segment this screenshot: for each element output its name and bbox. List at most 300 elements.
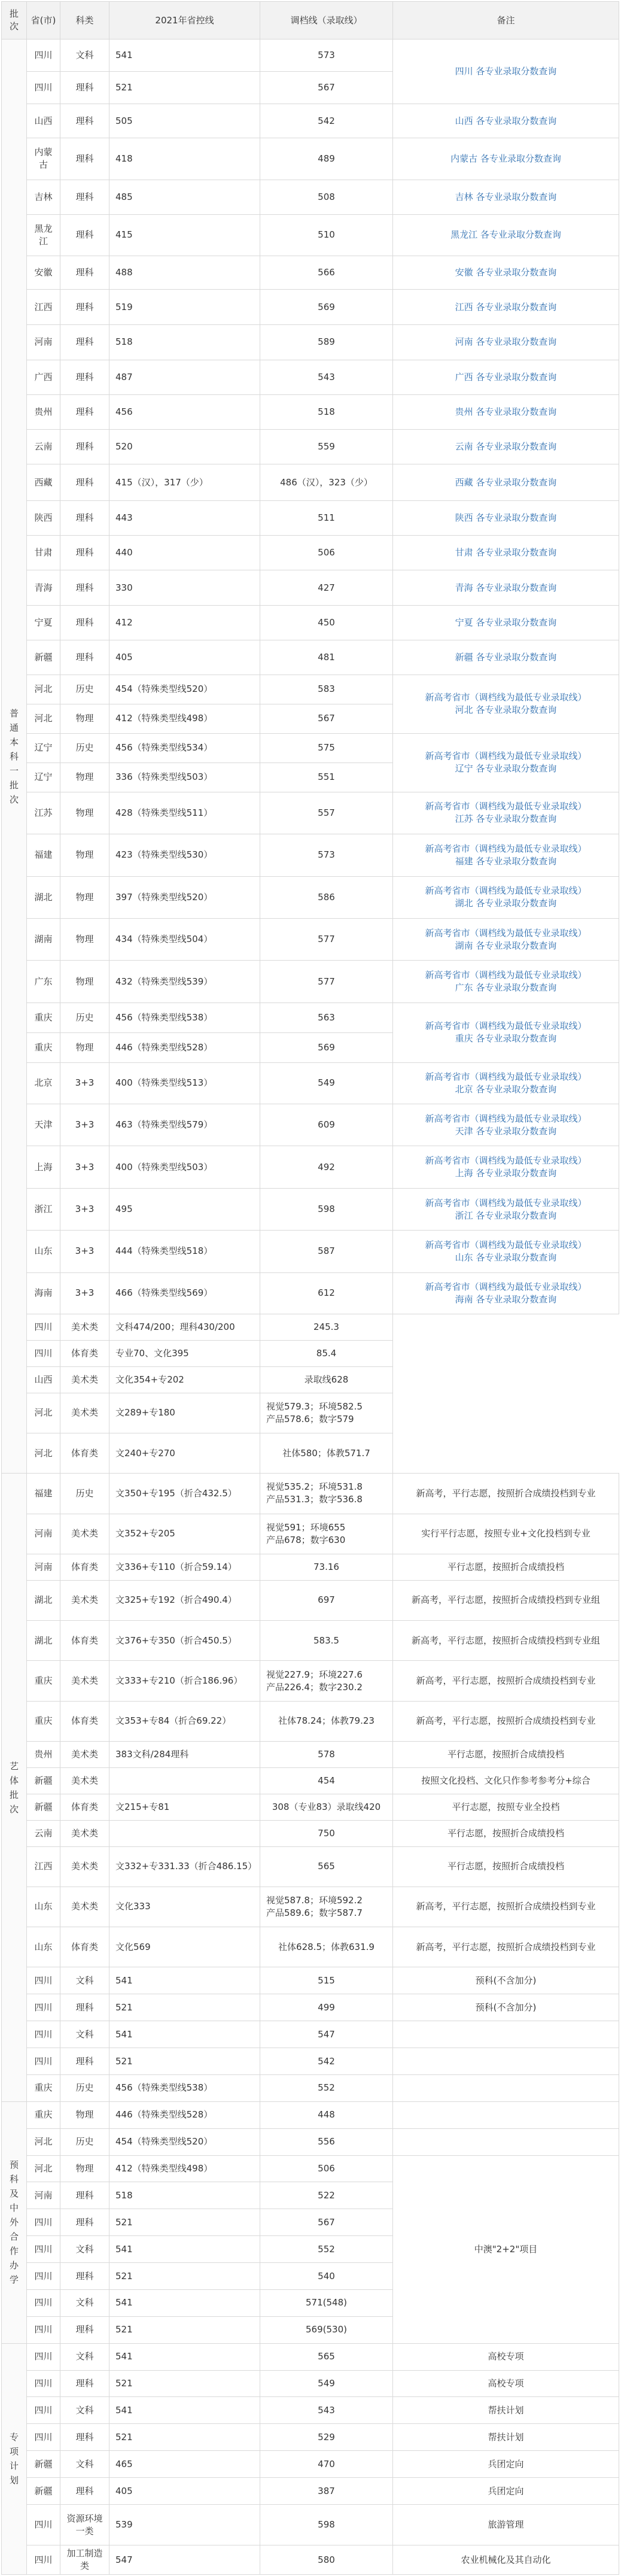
score-query-link[interactable]: 新高考省市（调档线为最低专业录取线） 海南 各专业录取分数查询: [393, 1272, 619, 1314]
province-cell: 吉林: [27, 180, 60, 214]
province-cell: 四川: [27, 2236, 60, 2263]
province-cell: 四川: [27, 1967, 60, 1994]
subject-cell: 美术类: [60, 1580, 109, 1620]
province-cell: 新疆: [27, 2478, 60, 2505]
table-row: [2, 1927, 619, 1967]
control-line-cell: 400（特殊类型线513）: [109, 1062, 260, 1104]
subject-cell: 理科: [60, 429, 109, 464]
admission-line-cell: 社体628.5；体教631.9: [260, 1927, 393, 1967]
control-line-cell: 541: [109, 2397, 260, 2424]
subject-cell: 物理: [60, 792, 109, 834]
admission-line-cell: 387: [260, 2478, 393, 2505]
score-query-link[interactable]: 新高考省市（调档线为最低专业录取线） 福建 各专业录取分数查询: [393, 834, 619, 876]
province-cell: 山东: [27, 1231, 60, 1272]
province-cell: 辽宁: [27, 733, 60, 763]
admission-line-cell: 506: [260, 536, 393, 570]
province-cell: 河南: [27, 2182, 60, 2209]
table-row: [2, 1474, 619, 1514]
province-cell: 四川: [27, 2504, 60, 2545]
admission-line-cell: 577: [260, 961, 393, 1003]
province-cell: 四川: [27, 2424, 60, 2451]
admission-line-cell: 563: [260, 1003, 393, 1032]
subject-cell: 理科: [60, 2478, 109, 2505]
subject-cell: 3+3: [60, 1188, 109, 1230]
score-query-link[interactable]: 青海 各专业录取分数查询: [393, 570, 619, 605]
table-row: [2, 876, 619, 918]
score-query-link[interactable]: 云南 各专业录取分数查询: [393, 429, 619, 464]
province-cell: 内蒙古: [27, 138, 60, 180]
province-cell: 浙江: [27, 1188, 60, 1230]
score-query-link[interactable]: 新高考省市（调档线为最低专业录取线） 北京 各专业录取分数查询: [393, 1062, 619, 1104]
admission-line-cell: 511: [260, 501, 393, 536]
admission-line-cell: 522: [260, 2182, 393, 2209]
control-line-cell: 521: [109, 2370, 260, 2397]
table-row: [2, 1994, 619, 2021]
province-cell: 安徽: [27, 256, 60, 290]
province-cell: 新疆: [27, 1794, 60, 1820]
table-row: [2, 2451, 619, 2478]
control-line-cell: 465: [109, 2451, 260, 2478]
province-cell: 四川: [27, 72, 60, 104]
score-query-link[interactable]: 新高考省市（调档线为最低专业录取线） 浙江 各专业录取分数查询: [393, 1188, 619, 1230]
control-line-cell: 397（特殊类型线520）: [109, 876, 260, 918]
table-row: [2, 2424, 619, 2451]
province-cell: 四川: [27, 2021, 60, 2048]
score-query-link[interactable]: 新高考省市（调档线为最低专业录取线） 江苏 各专业录取分数查询: [393, 792, 619, 834]
subject-cell: 美术类: [60, 1820, 109, 1846]
control-line-cell: 456: [109, 394, 260, 429]
admission-scores-table: [1, 1, 619, 2575]
control-line-cell: 488: [109, 256, 260, 290]
admission-line-cell: 557: [260, 792, 393, 834]
province-cell: 河南: [27, 1554, 60, 1580]
subject-cell: 3+3: [60, 1272, 109, 1314]
table-row: [2, 2128, 619, 2155]
province-cell: 河北: [27, 704, 60, 733]
score-query-link[interactable]: 新高考省市（调档线为最低专业录取线） 广东 各专业录取分数查询: [393, 961, 619, 1003]
subject-cell: 美术类: [60, 1767, 109, 1794]
control-line-cell: 418: [109, 138, 260, 180]
admission-line-cell: 569(530): [260, 2316, 393, 2343]
admission-line-cell: 73.16: [260, 1554, 393, 1580]
admission-line-cell: 视觉591；环境655 产品678；数字630: [260, 1514, 393, 1554]
subject-cell: 历史: [60, 2128, 109, 2155]
score-query-link[interactable]: 四川 各专业录取分数查询: [393, 40, 619, 104]
admission-line-cell: 580: [260, 2545, 393, 2575]
subject-cell: 美术类: [60, 1366, 109, 1393]
admission-line-cell: 录取线628: [260, 1366, 393, 1393]
batch-cell: [2, 40, 27, 1474]
admission-line-cell: 583.5: [260, 1621, 393, 1661]
province-cell: 四川: [27, 1994, 60, 2021]
subject-cell: 美术类: [60, 1846, 109, 1887]
table-row: [2, 464, 619, 500]
admission-line-cell: 583: [260, 675, 393, 704]
header-province: 省(市): [27, 2, 60, 40]
admission-line-cell: 427: [260, 570, 393, 605]
control-line-cell: 383文科/284理科: [109, 1742, 260, 1768]
province-cell: 重庆: [27, 1003, 60, 1032]
score-query-link[interactable]: 吉林 各专业录取分数查询: [393, 180, 619, 214]
province-cell: 重庆: [27, 1661, 60, 1701]
score-query-link[interactable]: 新高考省市（调档线为最低专业录取线） 重庆 各专业录取分数查询: [393, 1003, 619, 1062]
table-row: [2, 2101, 619, 2128]
score-query-link[interactable]: 河南 各专业录取分数查询: [393, 325, 619, 360]
subject-cell: 文科: [60, 2236, 109, 2263]
admission-line-cell: 视觉587.8；环境592.2 产品589.6；数字587.7: [260, 1887, 393, 1927]
subject-cell: 理科: [60, 2370, 109, 2397]
subject-cell: 理科: [60, 138, 109, 180]
province-cell: 青海: [27, 570, 60, 605]
control-line-cell: 415（汉），317（少）: [109, 464, 260, 500]
table-row: [2, 501, 619, 536]
table-row: [2, 918, 619, 960]
subject-cell: 理科: [60, 2316, 109, 2343]
province-cell: 山西: [27, 1366, 60, 1393]
subject-cell: 理科: [60, 72, 109, 104]
table-row: [2, 104, 619, 138]
control-line-cell: 541: [109, 2289, 260, 2316]
batch-label: 专项计划: [9, 2432, 19, 2486]
score-query-link[interactable]: 甘肃 各专业录取分数查询: [393, 536, 619, 570]
subject-cell: 物理: [60, 961, 109, 1003]
admission-line-cell: 454: [260, 1767, 393, 1794]
note-cell: 平行志愿，按照折合成绩投档: [393, 1846, 619, 1887]
subject-cell: 3+3: [60, 1231, 109, 1272]
score-query-link[interactable]: 广西 各专业录取分数查询: [393, 360, 619, 394]
admission-line-cell: 612: [260, 1272, 393, 1314]
control-line-cell: 文332+专331.33（折合486.15）: [109, 1846, 260, 1887]
control-line-cell: 487: [109, 360, 260, 394]
subject-cell: 文科: [60, 40, 109, 72]
subject-cell: 历史: [60, 2074, 109, 2101]
table-row: [2, 640, 619, 675]
table-row: [2, 733, 619, 763]
score-query-link[interactable]: 新疆 各专业录取分数查询: [393, 640, 619, 675]
admission-line-cell: 598: [260, 2504, 393, 2545]
subject-cell: 体育类: [60, 1927, 109, 1967]
score-query-link[interactable]: 陕西 各专业录取分数查询: [393, 501, 619, 536]
subject-cell: 物理: [60, 918, 109, 960]
province-cell: 四川: [27, 1314, 60, 1341]
subject-cell: 文科: [60, 2021, 109, 2048]
subject-cell: 理科: [60, 570, 109, 605]
admission-line-cell: 552: [260, 2074, 393, 2101]
score-query-link[interactable]: 贵州 各专业录取分数查询: [393, 394, 619, 429]
subject-cell: 3+3: [60, 1062, 109, 1104]
control-line-cell: 文336+专110（折合59.14）: [109, 1554, 260, 1580]
table-row: [2, 536, 619, 570]
control-line-cell: 文化333: [109, 1887, 260, 1927]
table-row: [2, 1104, 619, 1146]
batch-label: 艺体批次: [9, 1760, 19, 1815]
note-cell: 新高考，平行志愿，按照折合成绩投档到专业组: [393, 1621, 619, 1661]
table-row: [2, 360, 619, 394]
subject-cell: 物理: [60, 2101, 109, 2128]
subject-cell: 理科: [60, 2424, 109, 2451]
control-line-cell: 521: [109, 2424, 260, 2451]
table-row: [2, 40, 619, 72]
subject-cell: 3+3: [60, 1146, 109, 1188]
table-row: [2, 394, 619, 429]
table-row: [2, 290, 619, 325]
control-line-cell: 文352+专205: [109, 1514, 260, 1554]
admission-line-cell: 518: [260, 394, 393, 429]
subject-cell: 理科: [60, 536, 109, 570]
score-query-link[interactable]: 新高考省市（调档线为最低专业录取线） 辽宁 各专业录取分数查询: [393, 733, 619, 792]
admission-line-cell: 506: [260, 2155, 393, 2182]
control-line-cell: 444（特殊类型线518）: [109, 1231, 260, 1272]
control-line-cell: 521: [109, 72, 260, 104]
score-query-link[interactable]: 安徽 各专业录取分数查询: [393, 256, 619, 290]
table-row: [2, 1621, 619, 1661]
province-cell: 辽宁: [27, 763, 60, 792]
control-line-cell: 518: [109, 325, 260, 360]
score-query-link[interactable]: 江西 各专业录取分数查询: [393, 290, 619, 325]
province-cell: 河南: [27, 325, 60, 360]
control-line-cell: 541: [109, 2343, 260, 2370]
table-row: [2, 1887, 619, 1927]
province-cell: 河南: [27, 1514, 60, 1554]
score-query-link[interactable]: 黑龙江 各专业录取分数查询: [393, 214, 619, 256]
admission-line-cell: 492: [260, 1146, 393, 1188]
note-cell: 新高考，平行志愿，按照折合成绩投档到专业: [393, 1927, 619, 1967]
province-cell: 新疆: [27, 640, 60, 675]
province-cell: 福建: [27, 834, 60, 876]
control-line-cell: 412: [109, 605, 260, 640]
province-cell: 贵州: [27, 1742, 60, 1768]
province-cell: 新疆: [27, 1767, 60, 1794]
subject-cell: 美术类: [60, 1514, 109, 1554]
control-line-cell: 443: [109, 501, 260, 536]
control-line-cell: 541: [109, 1967, 260, 1994]
table-row: [2, 325, 619, 360]
control-line-cell: 文350+专195（折合432.5）: [109, 1474, 260, 1514]
header-batch: 批次: [2, 2, 27, 40]
control-line-cell: 541: [109, 2021, 260, 2048]
province-cell: 山东: [27, 1887, 60, 1927]
note-cell: 新高考，平行志愿，按照折合成绩投档到专业: [393, 1701, 619, 1741]
control-line-cell: 432（特殊类型线539）: [109, 961, 260, 1003]
admission-line-cell: 549: [260, 1062, 393, 1104]
control-line-cell: 文353+专84（折合69.22）: [109, 1701, 260, 1741]
score-query-link[interactable]: 新高考省市（调档线为最低专业录取线） 山东 各专业录取分数查询: [393, 1231, 619, 1272]
table-row: [2, 1554, 619, 1580]
province-cell: 重庆: [27, 2074, 60, 2101]
table-row: [2, 1366, 619, 1393]
province-cell: 四川: [27, 1340, 60, 1366]
control-line-cell: 446（特殊类型线528）: [109, 1032, 260, 1062]
province-cell: 江苏: [27, 792, 60, 834]
score-query-link[interactable]: 山西 各专业录取分数查询: [393, 104, 619, 138]
table-row: [2, 1272, 619, 1314]
note-cell: 实行平行志愿，按照专业+文化投档到专业: [393, 1514, 619, 1554]
admission-line-cell: 697: [260, 1580, 393, 1620]
table-row: [2, 1967, 619, 1994]
province-cell: 四川: [27, 2209, 60, 2236]
subject-cell: 理科: [60, 2209, 109, 2236]
province-cell: 重庆: [27, 2101, 60, 2128]
province-cell: 上海: [27, 1146, 60, 1188]
admission-line-cell: 587: [260, 1231, 393, 1272]
control-line-cell: 547: [109, 2545, 260, 2575]
control-line-cell: 412（特殊类型线498）: [109, 704, 260, 733]
admission-line-cell: 565: [260, 1846, 393, 1887]
province-cell: 福建: [27, 1474, 60, 1514]
admission-line-cell: 499: [260, 1994, 393, 2021]
joint-program-note: 中澳"2+2"项目: [393, 2155, 619, 2343]
province-cell: 四川: [27, 2370, 60, 2397]
score-query-link[interactable]: 新高考省市（调档线为最低专业录取线） 上海 各专业录取分数查询: [393, 1146, 619, 1188]
control-line-cell: 428（特殊类型线511）: [109, 792, 260, 834]
note-cell: 高校专项: [393, 2343, 619, 2370]
province-cell: 湖北: [27, 1621, 60, 1661]
table-row: [2, 1188, 619, 1230]
control-line-cell: [109, 1767, 260, 1794]
subject-cell: 理科: [60, 394, 109, 429]
table-row: [2, 1314, 619, 1341]
control-line-cell: 541: [109, 40, 260, 72]
subject-cell: 理科: [60, 214, 109, 256]
table-row: [2, 570, 619, 605]
score-query-link[interactable]: 宁夏 各专业录取分数查询: [393, 605, 619, 640]
control-line-cell: 文化354+专202: [109, 1366, 260, 1393]
admission-line-cell: 社体78.24；体教79.23: [260, 1701, 393, 1741]
note-cell: 新高考，平行志愿，按照折合成绩投档到专业: [393, 1474, 619, 1514]
province-cell: 云南: [27, 429, 60, 464]
header-admission-line: 调档线（录取线）: [260, 2, 393, 40]
control-line-cell: 521: [109, 2209, 260, 2236]
subject-cell: 理科: [60, 180, 109, 214]
admission-line-cell: 543: [260, 2397, 393, 2424]
score-query-link[interactable]: 新高考省市（调档线为最低专业录取线） 河北 各专业录取分数查询: [393, 675, 619, 733]
table-row: [2, 1146, 619, 1188]
control-line-cell: 330: [109, 570, 260, 605]
score-query-link[interactable]: 新高考省市（调档线为最低专业录取线） 湖南 各专业录取分数查询: [393, 918, 619, 960]
province-cell: 重庆: [27, 1032, 60, 1062]
control-line-cell: 456（特殊类型线538）: [109, 2074, 260, 2101]
admission-line-cell: 社体580；体教571.7: [260, 1433, 393, 1473]
note-cell: 高校专项: [393, 2370, 619, 2397]
subject-cell: 文科: [60, 2289, 109, 2316]
batch-cell: [2, 2101, 27, 2343]
table-row: [2, 1794, 619, 1820]
province-cell: 重庆: [27, 1701, 60, 1741]
control-line-cell: 440: [109, 536, 260, 570]
table-row: [2, 834, 619, 876]
admission-line-cell: 565: [260, 2343, 393, 2370]
province-cell: 山西: [27, 104, 60, 138]
subject-cell: 体育类: [60, 1340, 109, 1366]
note-cell: 农业机械化及其自动化: [393, 2545, 619, 2575]
admission-line-cell: 598: [260, 1188, 393, 1230]
admission-line-cell: 视觉227.9；环境227.6 产品226.4；数字230.2: [260, 1661, 393, 1701]
batch-cell: [2, 2343, 27, 2574]
province-cell: 四川: [27, 2397, 60, 2424]
table-row: [2, 138, 619, 180]
subject-cell: 理科: [60, 256, 109, 290]
province-cell: 四川: [27, 2048, 60, 2075]
admission-line-cell: 489: [260, 138, 393, 180]
control-line-cell: 405: [109, 640, 260, 675]
score-query-link[interactable]: 西藏 各专业录取分数查询: [393, 464, 619, 500]
table-row: [2, 2074, 619, 2101]
province-cell: 宁夏: [27, 605, 60, 640]
province-cell: 四川: [27, 2343, 60, 2370]
score-query-link[interactable]: 新高考省市（调档线为最低专业录取线） 天津 各专业录取分数查询: [393, 1104, 619, 1146]
admission-line-cell: 542: [260, 104, 393, 138]
subject-cell: 体育类: [60, 1433, 109, 1473]
table-row: [2, 1393, 619, 1433]
control-line-cell: 495: [109, 1188, 260, 1230]
province-cell: 江西: [27, 290, 60, 325]
province-cell: 四川: [27, 2545, 60, 2575]
subject-cell: 理科: [60, 2048, 109, 2075]
note-cell: 新高考，平行志愿，按照折合成绩投档到专业: [393, 1887, 619, 1927]
province-cell: 广西: [27, 360, 60, 394]
subject-cell: 理科: [60, 464, 109, 500]
admission-line-cell: 470: [260, 2451, 393, 2478]
control-line-cell: 412（特殊类型线498）: [109, 2155, 260, 2182]
admission-line-cell: 543: [260, 360, 393, 394]
admission-line-cell: 578: [260, 1742, 393, 1768]
admission-line-cell: 547: [260, 2021, 393, 2048]
note-cell: 预科(不含加分): [393, 1967, 619, 1994]
control-line-cell: 541: [109, 2236, 260, 2263]
subject-cell: 资源环境一类: [60, 2504, 109, 2545]
province-cell: 湖南: [27, 918, 60, 960]
province-cell: 黑龙江: [27, 214, 60, 256]
note-cell: 预科(不含加分): [393, 1994, 619, 2021]
subject-cell: 理科: [60, 605, 109, 640]
admission-line-cell: 245.3: [260, 1314, 393, 1341]
subject-cell: 文科: [60, 1967, 109, 1994]
header-subject: 科类: [60, 2, 109, 40]
subject-cell: 美术类: [60, 1661, 109, 1701]
province-cell: 河北: [27, 675, 60, 704]
note-cell: 平行志愿，按照折合成绩投档: [393, 1554, 619, 1580]
subject-cell: 理科: [60, 2182, 109, 2209]
control-line-cell: 520: [109, 429, 260, 464]
note-cell: 帮扶计划: [393, 2424, 619, 2451]
admission-line-cell: 85.4: [260, 1340, 393, 1366]
province-cell: 甘肃: [27, 536, 60, 570]
table-row: [2, 2478, 619, 2505]
province-cell: 四川: [27, 40, 60, 72]
note-cell: 平行志愿，按照折合成绩投档: [393, 1820, 619, 1846]
note-cell: 新高考，平行志愿，按照折合成绩投档到专业: [393, 1661, 619, 1701]
subject-cell: 体育类: [60, 1554, 109, 1580]
admission-line-cell: 308（专业83）录取线420: [260, 1794, 393, 1820]
note-cell: [393, 2074, 619, 2101]
table-row: [2, 2504, 619, 2545]
control-line-cell: 文325+专192（折合490.4）: [109, 1580, 260, 1620]
table-row: [2, 180, 619, 214]
score-query-link[interactable]: 内蒙古 各专业录取分数查询: [393, 138, 619, 180]
control-line-cell: 文333+专210（折合186.96）: [109, 1661, 260, 1701]
score-query-link[interactable]: 新高考省市（调档线为最低专业录取线） 湖北 各专业录取分数查询: [393, 876, 619, 918]
table-row: [2, 1231, 619, 1272]
admission-line-cell: 视觉535.2；环境531.8 产品531.3；数字536.8: [260, 1474, 393, 1514]
table-row: [2, 2545, 619, 2575]
subject-cell: 体育类: [60, 1621, 109, 1661]
control-line-cell: 463（特殊类型线579）: [109, 1104, 260, 1146]
table-row: [2, 1767, 619, 1794]
subject-cell: 物理: [60, 834, 109, 876]
table-row: [2, 1701, 619, 1741]
table-row: [2, 2397, 619, 2424]
control-line-cell: 466（特殊类型线569）: [109, 1272, 260, 1314]
